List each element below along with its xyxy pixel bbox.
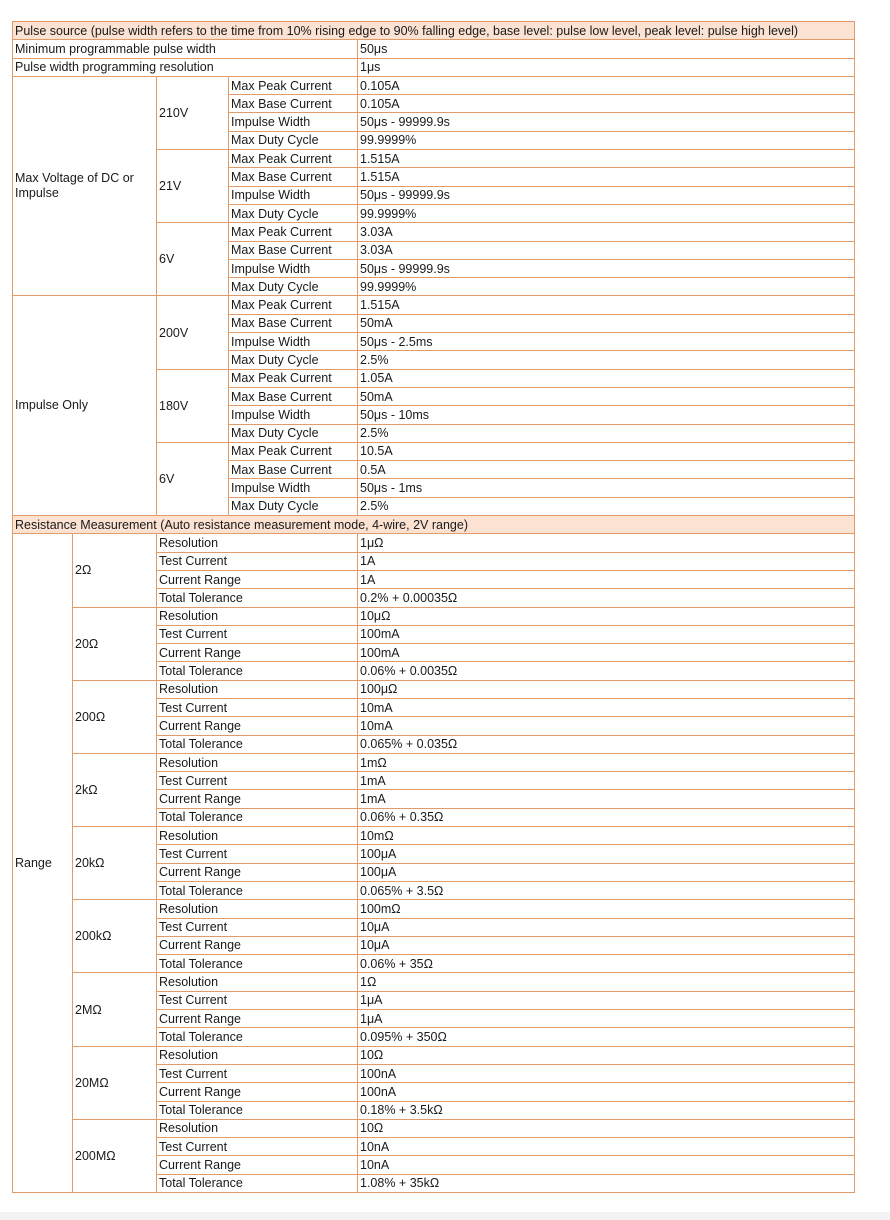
param-value: 2.5% bbox=[358, 424, 855, 442]
param-name: Test Current bbox=[157, 625, 358, 643]
spec-table bbox=[12, 21, 855, 1193]
param-value: 1A bbox=[358, 552, 855, 570]
param-value: 1.08% + 35kΩ bbox=[358, 1174, 855, 1192]
param-value: 0.18% + 3.5kΩ bbox=[358, 1101, 855, 1119]
param-name: Total Tolerance bbox=[157, 808, 358, 826]
resistance-spec-row bbox=[13, 900, 855, 918]
param-value: 3.03A bbox=[358, 241, 855, 259]
resistance-spec-row bbox=[13, 534, 855, 552]
param-name: Max Base Current bbox=[229, 314, 358, 332]
resistance-spec-row bbox=[13, 607, 855, 625]
param-name: Max Base Current bbox=[229, 461, 358, 479]
param-name: Max Peak Current bbox=[229, 442, 358, 460]
param-value: 1.515A bbox=[358, 150, 855, 168]
voltage-label: 6V bbox=[157, 442, 229, 515]
param-value: 50μs - 1ms bbox=[358, 479, 855, 497]
param-value: 1.05A bbox=[358, 369, 855, 387]
range-value: 2kΩ bbox=[73, 753, 157, 826]
param-name: Max Duty Cycle bbox=[229, 424, 358, 442]
param-name: Total Tolerance bbox=[157, 662, 358, 680]
voltage-label: 21V bbox=[157, 150, 229, 223]
resistance-spec-row bbox=[13, 973, 855, 991]
param-name: Max Duty Cycle bbox=[229, 204, 358, 222]
param-value: 1.515A bbox=[358, 296, 855, 314]
param-name: Max Duty Cycle bbox=[229, 497, 358, 515]
param-name: Impulse Width bbox=[229, 186, 358, 204]
param-name: Resolution bbox=[157, 827, 358, 845]
resistance-spec-row bbox=[13, 753, 855, 771]
pulse-group-label: Max Voltage of DC or Impulse bbox=[13, 76, 157, 296]
resistance-spec-row bbox=[13, 827, 855, 845]
param-value: 0.065% + 3.5Ω bbox=[358, 881, 855, 899]
param-value: 1mA bbox=[358, 790, 855, 808]
param-name: Current Range bbox=[157, 644, 358, 662]
pulse-header-row bbox=[13, 22, 855, 40]
param-name: Total Tolerance bbox=[157, 735, 358, 753]
range-value: 20Ω bbox=[73, 607, 157, 680]
param-value: 0.105A bbox=[358, 95, 855, 113]
range-value: 200kΩ bbox=[73, 900, 157, 973]
param-name: Max Duty Cycle bbox=[229, 351, 358, 369]
param-value: 2.5% bbox=[358, 351, 855, 369]
param-value: 1μA bbox=[358, 1010, 855, 1028]
voltage-label: 6V bbox=[157, 223, 229, 296]
param-name: Test Current bbox=[157, 991, 358, 1009]
param-value: 0.06% + 0.35Ω bbox=[358, 808, 855, 826]
param-value: 50μs - 99999.9s bbox=[358, 186, 855, 204]
param-value: 10.5A bbox=[358, 442, 855, 460]
pulse-spec-row bbox=[13, 76, 855, 94]
param-value: 100nA bbox=[358, 1064, 855, 1082]
min-pulse-width-row bbox=[13, 40, 855, 58]
param-value: 1A bbox=[358, 570, 855, 588]
param-value: 0.06% + 0.0035Ω bbox=[358, 662, 855, 680]
param-name: Max Peak Current bbox=[229, 296, 358, 314]
spec-table-body bbox=[13, 21, 855, 1193]
param-name: Resolution bbox=[157, 900, 358, 918]
param-name: Max Peak Current bbox=[229, 223, 358, 241]
param-name: Total Tolerance bbox=[157, 881, 358, 899]
param-value: 2.5% bbox=[358, 497, 855, 515]
param-value: 99.9999% bbox=[358, 278, 855, 296]
param-name: Impulse Width bbox=[229, 406, 358, 424]
param-name: Total Tolerance bbox=[157, 1174, 358, 1192]
param-value: 10mA bbox=[358, 698, 855, 716]
param-name: Test Current bbox=[157, 772, 358, 790]
param-name: Current Range bbox=[157, 717, 358, 735]
range-value: 200MΩ bbox=[73, 1119, 157, 1192]
param-name: Max Base Current bbox=[229, 387, 358, 405]
resistance-spec-row bbox=[13, 680, 855, 698]
pulse-width-resolution-row bbox=[13, 58, 855, 76]
param-name: Current Range bbox=[157, 863, 358, 881]
param-name: Max Duty Cycle bbox=[229, 278, 358, 296]
param-name: Resolution bbox=[157, 1046, 358, 1064]
param-name: Impulse Width bbox=[229, 259, 358, 277]
param-value: 10μA bbox=[358, 936, 855, 954]
param-name: Max Duty Cycle bbox=[229, 131, 358, 149]
range-value: 2MΩ bbox=[73, 973, 157, 1046]
param-value: 50mA bbox=[358, 314, 855, 332]
param-name: Test Current bbox=[157, 1138, 358, 1156]
param-value: 10μA bbox=[358, 918, 855, 936]
param-name: Total Tolerance bbox=[157, 1028, 358, 1046]
param-name: Resolution bbox=[157, 1119, 358, 1137]
param-name: Current Range bbox=[157, 1083, 358, 1101]
param-value: 1μΩ bbox=[358, 534, 855, 552]
param-name: Max Peak Current bbox=[229, 150, 358, 168]
param-name: Current Range bbox=[157, 570, 358, 588]
voltage-label: 200V bbox=[157, 296, 229, 369]
param-name: Resolution bbox=[157, 534, 358, 552]
range-value: 20kΩ bbox=[73, 827, 157, 900]
param-value: 0.105A bbox=[358, 76, 855, 94]
param-value: 10Ω bbox=[358, 1046, 855, 1064]
param-value: 10μΩ bbox=[358, 607, 855, 625]
param-name: Total Tolerance bbox=[157, 955, 358, 973]
param-name: Impulse Width bbox=[229, 333, 358, 351]
resistance-header-row bbox=[13, 516, 855, 534]
param-value: 100mΩ bbox=[358, 900, 855, 918]
param-name: Total Tolerance bbox=[157, 1101, 358, 1119]
pulse-spec-row bbox=[13, 296, 855, 314]
param-value: 100μA bbox=[358, 863, 855, 881]
resistance-spec-row bbox=[13, 1119, 855, 1137]
param-value: 100nA bbox=[358, 1083, 855, 1101]
resistance-section-header: Resistance Measurement (Auto resistance measurement mode, 4-wire, 2V range) bbox=[13, 516, 855, 534]
param-name: Impulse Width bbox=[229, 113, 358, 131]
param-name: Test Current bbox=[157, 1064, 358, 1082]
param-name: Resolution bbox=[157, 753, 358, 771]
param-value: 0.5A bbox=[358, 461, 855, 479]
param-name: Current Range bbox=[157, 1010, 358, 1028]
param-value: 10nA bbox=[358, 1138, 855, 1156]
voltage-label: 210V bbox=[157, 76, 229, 149]
param-value: 0.095% + 350Ω bbox=[358, 1028, 855, 1046]
param-value: 0.065% + 0.035Ω bbox=[358, 735, 855, 753]
param-value: 50μs - 2.5ms bbox=[358, 333, 855, 351]
param-name: Test Current bbox=[157, 552, 358, 570]
param-name: Resolution bbox=[157, 973, 358, 991]
param-value: 100μA bbox=[358, 845, 855, 863]
range-value: 20MΩ bbox=[73, 1046, 157, 1119]
param-value: 10mΩ bbox=[358, 827, 855, 845]
param-name: Resolution bbox=[157, 680, 358, 698]
param-value: 10nA bbox=[358, 1156, 855, 1174]
param-value: 50μs - 99999.9s bbox=[358, 113, 855, 131]
param-value: 99.9999% bbox=[358, 204, 855, 222]
param-value: 1Ω bbox=[358, 973, 855, 991]
param-name: Current Range bbox=[157, 790, 358, 808]
param-name: Current Range bbox=[157, 1156, 358, 1174]
param-value: 1.515A bbox=[358, 168, 855, 186]
param-name: Resolution bbox=[157, 607, 358, 625]
param-name: Max Peak Current bbox=[229, 369, 358, 387]
param-name: Test Current bbox=[157, 845, 358, 863]
param-value: 10Ω bbox=[358, 1119, 855, 1137]
range-value: 200Ω bbox=[73, 680, 157, 753]
param-value: 0.2% + 0.00035Ω bbox=[358, 589, 855, 607]
param-name: Test Current bbox=[157, 918, 358, 936]
pulse-section-header: Pulse source (pulse width refers to the time from 10% rising edge to 90% falling edge, base level: pulse low level, peak level: pulse high level) bbox=[13, 22, 855, 40]
range-value: 2Ω bbox=[73, 534, 157, 607]
param-value: 3.03A bbox=[358, 223, 855, 241]
pulse-width-resolution-label: Pulse width programming resolution bbox=[13, 58, 358, 76]
param-value: 50μs - 10ms bbox=[358, 406, 855, 424]
param-value: 0.06% + 35Ω bbox=[358, 955, 855, 973]
param-name: Max Peak Current bbox=[229, 76, 358, 94]
param-name: Max Base Current bbox=[229, 95, 358, 113]
param-name: Current Range bbox=[157, 936, 358, 954]
param-value: 100mA bbox=[358, 644, 855, 662]
param-value: 100mA bbox=[358, 625, 855, 643]
param-name: Total Tolerance bbox=[157, 589, 358, 607]
param-name: Test Current bbox=[157, 698, 358, 716]
voltage-label: 180V bbox=[157, 369, 229, 442]
param-value: 100μΩ bbox=[358, 680, 855, 698]
param-value: 1μA bbox=[358, 991, 855, 1009]
param-name: Impulse Width bbox=[229, 479, 358, 497]
param-value: 99.9999% bbox=[358, 131, 855, 149]
pulse-group-label: Impulse Only bbox=[13, 296, 157, 516]
param-value: 50μs - 99999.9s bbox=[358, 259, 855, 277]
resistance-spec-row bbox=[13, 1046, 855, 1064]
min-pulse-width-value: 50μs bbox=[358, 40, 855, 58]
param-name: Max Base Current bbox=[229, 241, 358, 259]
page-bottom-band bbox=[0, 1212, 890, 1220]
param-value: 50mA bbox=[358, 387, 855, 405]
param-value: 1mA bbox=[358, 772, 855, 790]
min-pulse-width-label: Minimum programmable pulse width bbox=[13, 40, 358, 58]
pulse-width-resolution-value: 1μs bbox=[358, 58, 855, 76]
param-name: Max Base Current bbox=[229, 168, 358, 186]
range-label: Range bbox=[13, 534, 73, 1193]
param-value: 1mΩ bbox=[358, 753, 855, 771]
param-value: 10mA bbox=[358, 717, 855, 735]
